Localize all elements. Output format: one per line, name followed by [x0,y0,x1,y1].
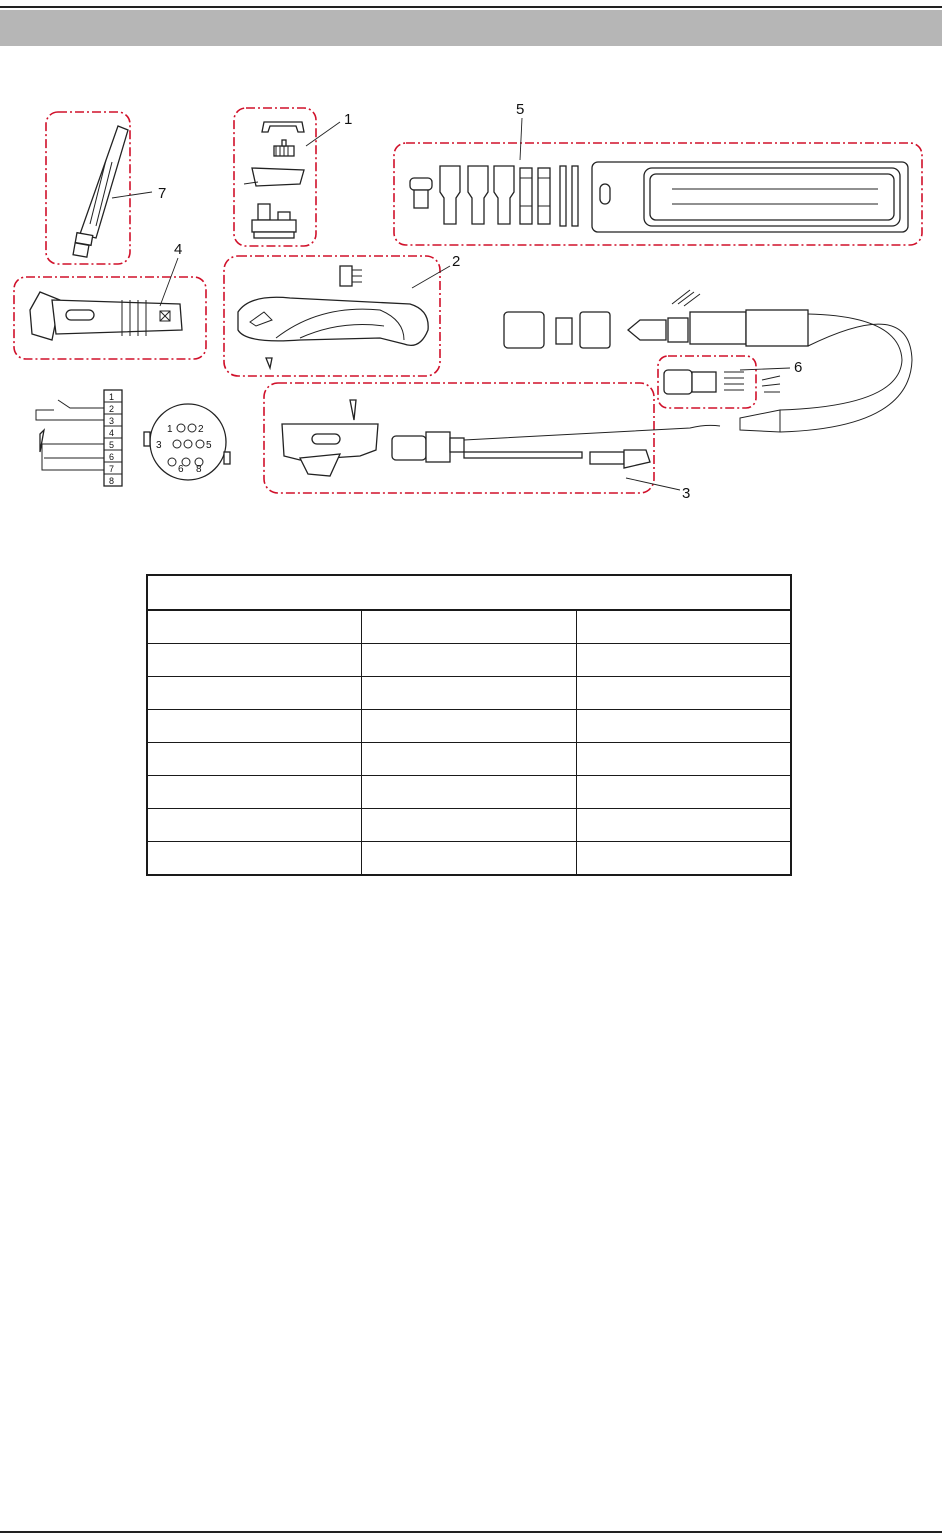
callout-1: 1 [344,111,353,128]
table-cell-no [147,677,362,710]
table-row [147,610,791,644]
table-cell-no [147,842,362,876]
pin-connector-face [144,404,230,480]
group-5-consumables-kit [394,101,922,245]
table-cell-code [362,842,577,876]
parts-table [146,574,792,876]
group-1-switch-parts [234,108,352,246]
connector-pin-5: 5 [206,440,212,451]
callout-3: 3 [682,485,691,502]
bottom-rule [0,1531,942,1533]
group-3-gas-valve [264,383,720,502]
group-4-torch-body [14,241,206,359]
cable-assembly [504,290,912,432]
table-row [147,710,791,743]
table-row [147,677,791,710]
table-cell-description [576,842,791,876]
wiring-schematic [36,390,122,486]
table-row [147,743,791,776]
pin-box-num-4: 4 [109,428,115,438]
pin-box-num-1: 1 [109,392,115,402]
table-cell-no [147,743,362,776]
connector-pin-6: 6 [178,464,184,475]
table-cell-description [576,776,791,809]
pin-box-num-8: 8 [109,476,115,486]
table-cell-description [576,743,791,776]
pin-box-num-7: 7 [109,464,115,474]
table-cell-description [576,610,791,644]
table-cell-no [147,809,362,842]
pin-box-num-5: 5 [109,440,115,450]
table-cell-code [362,677,577,710]
table-cell-code [362,743,577,776]
table-cell-no [147,610,362,644]
parts-table-title [147,575,791,610]
table-cell-description [576,677,791,710]
table-cell-no [147,710,362,743]
table-cell-code [362,710,577,743]
table-cell-no [147,644,362,677]
callout-2: 2 [452,253,461,270]
table-cell-no [147,776,362,809]
callout-5: 5 [516,101,525,118]
group-7-back-cap [46,112,166,264]
callout-6: 6 [794,359,803,376]
table-cell-description [576,809,791,842]
connector-pin-8: 8 [196,464,202,475]
parts-table-title-row [147,575,791,610]
pin-box-num-3: 3 [109,416,115,426]
callout-7: 7 [158,185,167,202]
pin-box-num-6: 6 [109,452,115,462]
group-6-connector [658,356,802,408]
callout-4: 4 [174,241,183,258]
pin-box-num-2: 2 [109,404,115,414]
back-cap-long-part [80,126,128,238]
table-row [147,809,791,842]
table-row [147,644,791,677]
table-cell-code [362,610,577,644]
table-row [147,842,791,876]
torch-exploded-diagram [0,0,942,520]
connector-pin-2: 2 [198,424,204,435]
table-cell-code [362,644,577,677]
connector-pin-3: 3 [156,440,162,451]
connector-pin-1: 1 [167,424,173,435]
table-cell-description [576,644,791,677]
table-cell-code [362,809,577,842]
group-2-handle [224,253,460,376]
table-cell-code [362,776,577,809]
table-cell-description [576,710,791,743]
table-row [147,776,791,809]
